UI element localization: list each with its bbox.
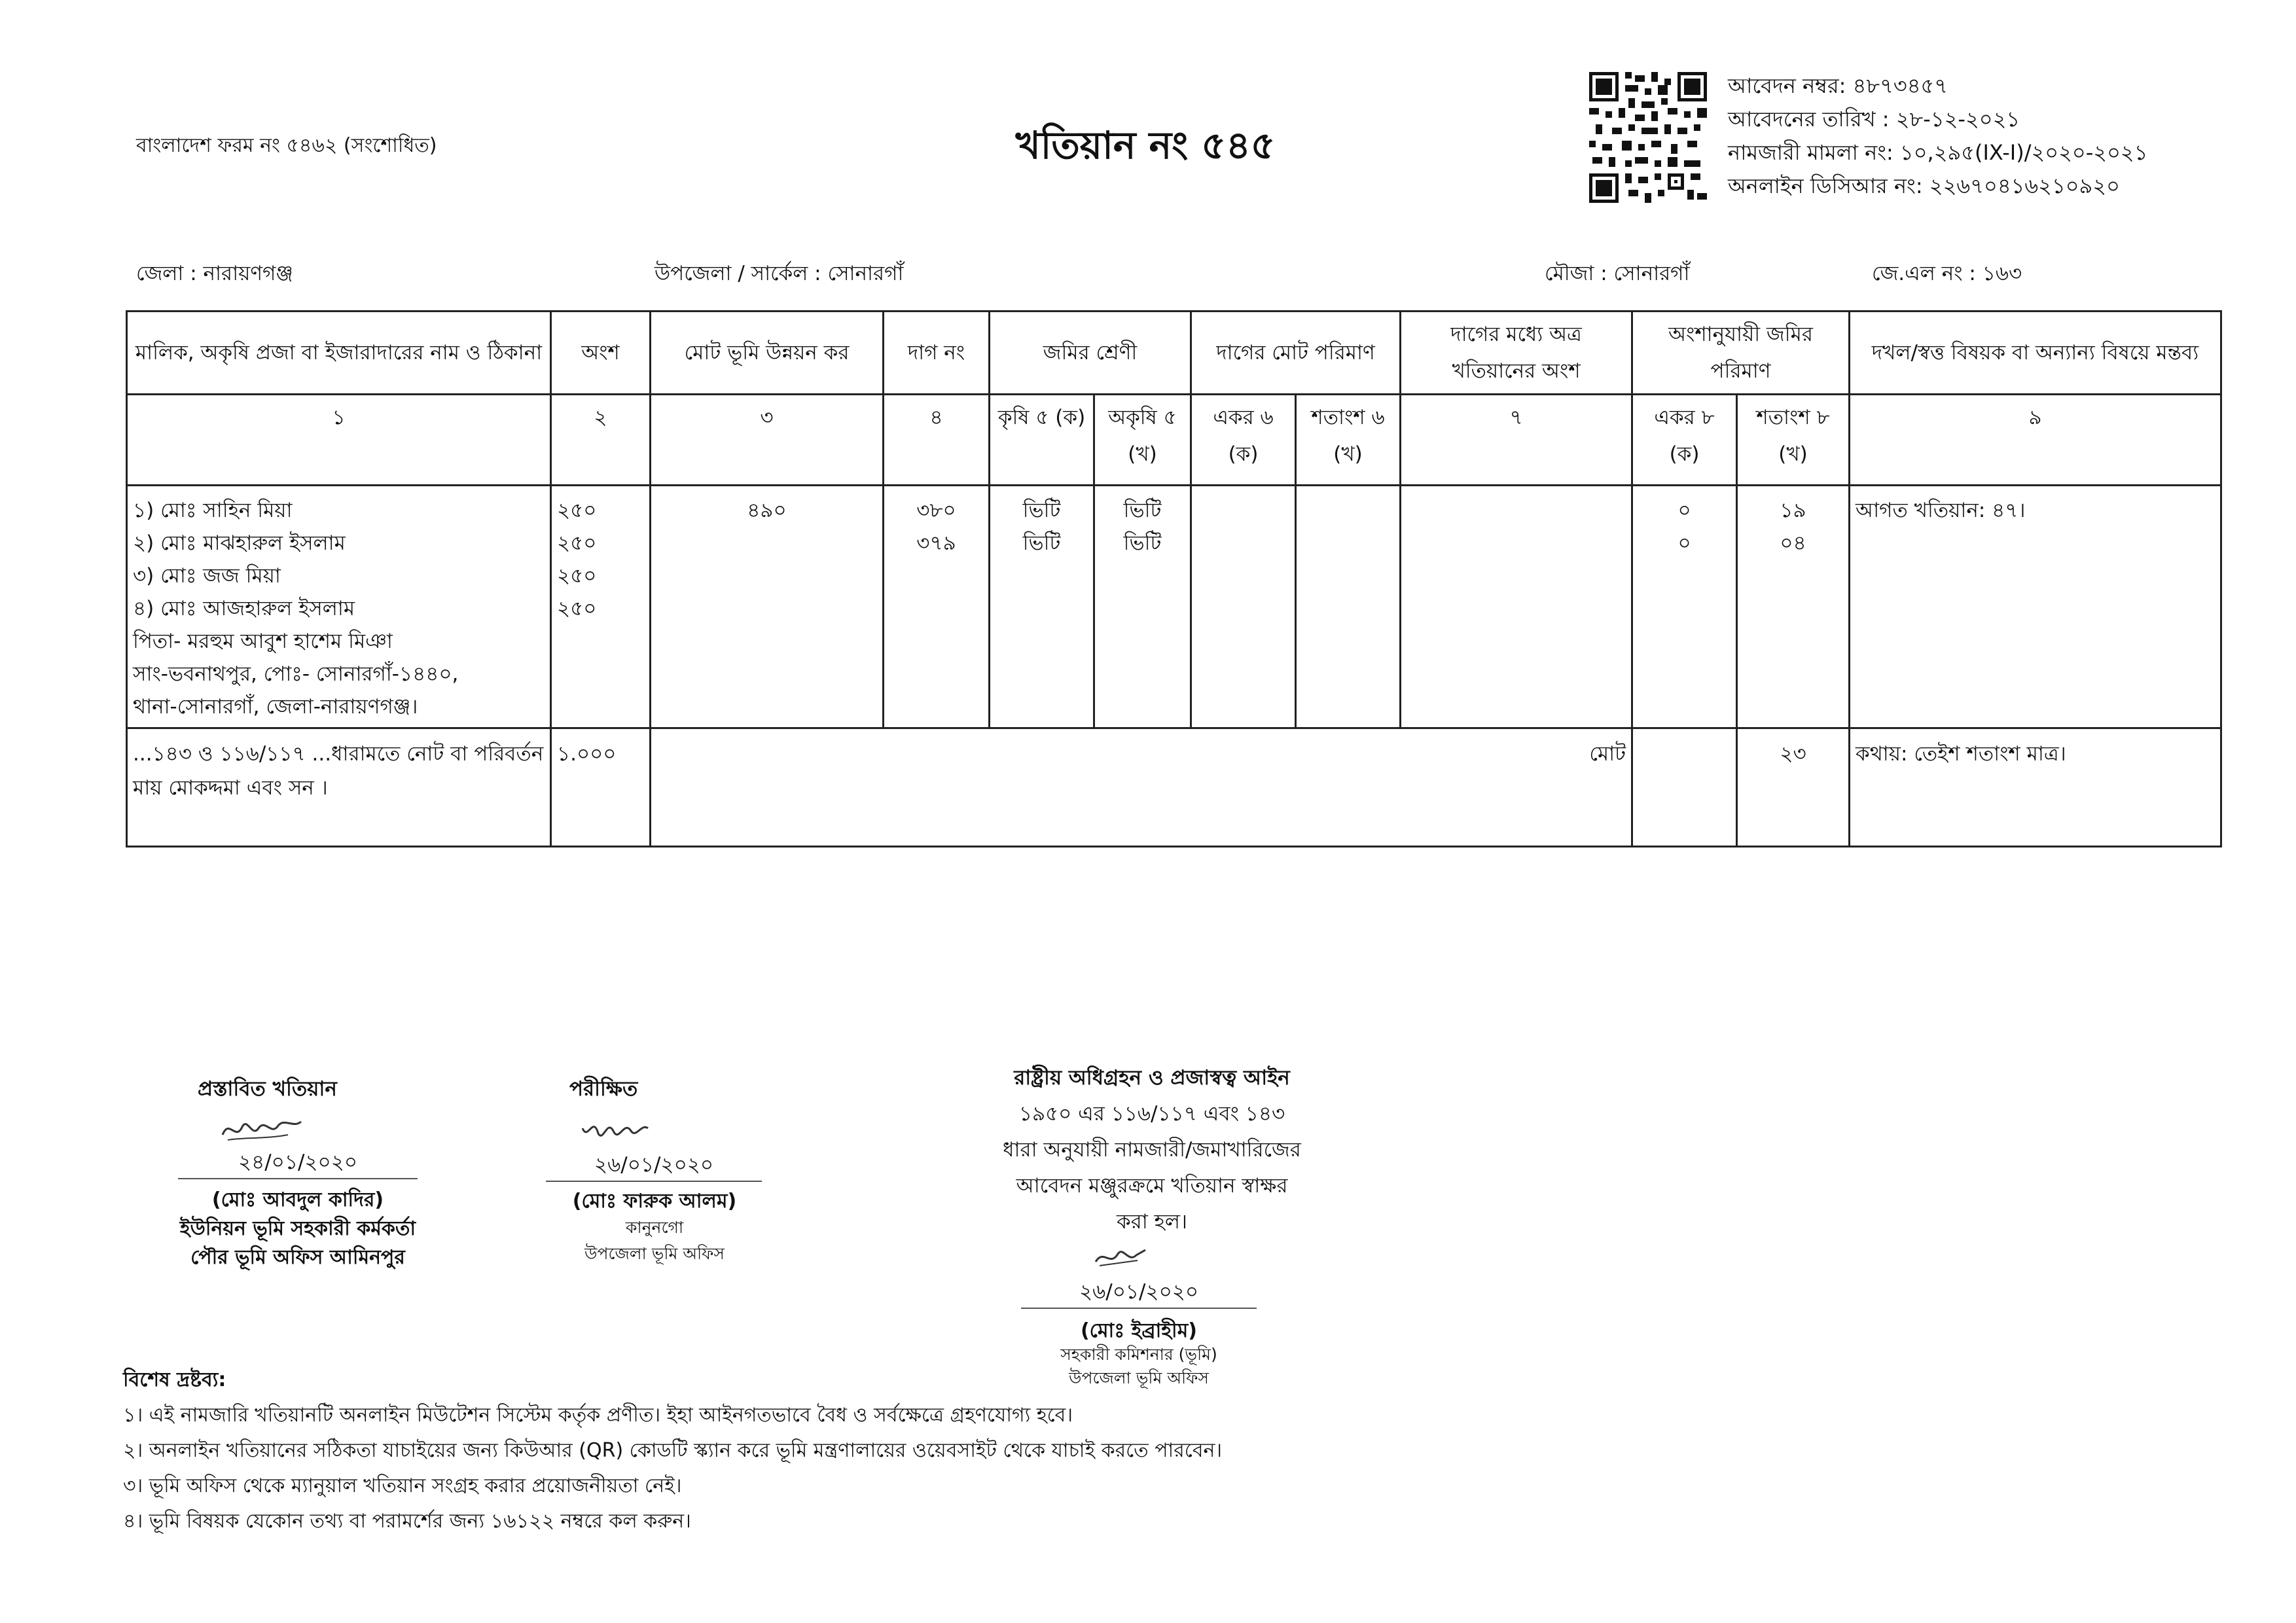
table-total-row <box>127 728 2221 847</box>
proposed-officer <box>145 1186 450 1272</box>
proposed-designation: ইউনিয়ন ভূমি সহকারী কর্মকর্তা <box>179 1217 416 1240</box>
signature-mark-icon <box>576 1109 655 1148</box>
law-text <box>969 1060 1335 1240</box>
owner-cell <box>127 486 551 728</box>
header-dag-portion: দাগের মধ্যে অত্র খতিয়ানের অংশ <box>1401 312 1632 395</box>
approved-designation: সহকারী কমিশনার (ভূমি) <box>1060 1345 1217 1364</box>
total-shotangsho: ২৩ <box>1780 742 1806 766</box>
acre-value: ০ <box>1677 531 1691 555</box>
table-header-row <box>127 312 2221 395</box>
okrishi-value: ভিটি <box>1123 531 1162 555</box>
subheader-5b: অকৃষি ৫ (খ) <box>1094 395 1191 486</box>
shotangsho-value: ১৯ <box>1780 499 1806 522</box>
footer-note: ...১৪৩ ও ১১৬/১১৭ ...ধারামতে নোট বা পরিবর্তন <box>133 742 544 766</box>
remarks-value: আগত খতিয়ান: ৪৭। <box>1856 499 2026 522</box>
subheader-8b: শতাংশ ৮ (খ) <box>1737 395 1850 486</box>
namjari-case-number: নামজারী মামলা নং: ১০,২৯৫(IX-I)/২০২০-২০২১ <box>1728 140 2148 165</box>
district-label: জেলা : নারায়ণগঞ্জ <box>136 262 293 285</box>
table-row <box>127 486 2221 728</box>
dag-portion-cell <box>1401 486 1632 728</box>
shotangsho-6b-cell <box>1296 486 1401 728</box>
tax-cell <box>651 486 884 728</box>
owner-line: ৩) মোঃ জজ মিয়া <box>133 564 281 588</box>
application-number: আবেদন নম্বর: ৪৮৭৩৪৫৭ <box>1728 73 1948 98</box>
special-notes <box>123 1363 1222 1539</box>
acre-8a-cell <box>1632 486 1737 728</box>
subheader-9: ৯ <box>1850 395 2221 486</box>
dag-value: ৩৮০ <box>916 499 956 522</box>
subheader-8a: একর ৮ (ক) <box>1632 395 1737 486</box>
proposed-date: ২৪/০১/২০২০ <box>238 1150 358 1174</box>
header-share-land: অংশানুযায়ী জমির পরিমাণ <box>1632 312 1850 395</box>
subheader-6a: একর ৬ (ক) <box>1191 395 1296 486</box>
khatian-title: খতিয়ান নং ৫৪৫ <box>1015 123 1276 168</box>
table-subheader-row <box>127 395 2221 486</box>
krishi-value: ভিটি <box>1022 499 1061 522</box>
share-value: ২৫০ <box>557 564 597 588</box>
header-share: অংশ <box>551 312 651 395</box>
proposed-office: পৌর ভূমি অফিস আমিনপুর <box>190 1246 405 1269</box>
approved-date: ২৬/০১/২০২০ <box>1079 1280 1199 1304</box>
signature-line <box>1021 1308 1257 1309</box>
law-line: করা হল। <box>1116 1210 1188 1234</box>
owner-line: ২) মোঃ মাঝহারুল ইসলাম <box>133 531 346 555</box>
khatian-table <box>126 310 2222 847</box>
total-shotangsho-cell <box>1737 728 1850 847</box>
proposed-name: (মোঃ আবদুল কাদির) <box>211 1188 384 1211</box>
header-tax: মোট ভূমি উন্নয়ন কর <box>651 312 884 395</box>
subheader-2: ২ <box>551 395 651 486</box>
checked-heading: পরীক্ষিত <box>569 1077 638 1101</box>
acre-6a-cell <box>1191 486 1296 728</box>
online-dcr-number: অনলাইন ডিসিআর নং: ২২৬৭০৪১৬২১০৯২০ <box>1728 173 2120 198</box>
footer-note-2: মায় মোকদ্দমা এবং সন । <box>133 776 328 800</box>
law-line: ১৯৫০ এর ১১৬/১১৭ এবং ১৪৩ <box>1018 1102 1285 1126</box>
application-info <box>1728 69 2147 203</box>
share-value: ২৫০ <box>557 531 597 555</box>
checked-name: (মোঃ ফারুক আলম) <box>572 1190 737 1213</box>
law-line: আবেদন মঞ্জুরক্রমে খতিয়ান স্বাক্ষর <box>1016 1174 1288 1198</box>
owner-line: ৪) মোঃ আজহারুল ইসলাম <box>133 597 355 620</box>
note-item: ১। এই নামজারি খতিয়ানটি অনলাইন মিউটেশন সিস্টেম কর্তৃক প্রণীত। ইহা আইনগতভাবে বৈধ ও সর্বক্ষেত্রে গ্রহণযোগ্য হবে। <box>123 1404 1073 1427</box>
footer-share: ১.০০০ <box>557 742 617 766</box>
note-item: ৩। ভূমি অফিস থেকে ম্যানুয়াল খতিয়ান সংগ্রহ করার প্রয়োজনীয়তা নেই। <box>123 1474 682 1497</box>
checked-office: উপজেলা ভূমি অফিস <box>584 1244 725 1263</box>
header-owner: মালিক, অকৃষি প্রজা বা ইজারাদারের নাম ও ঠিকানা <box>127 312 551 395</box>
law-line: ধারা অনুযায়ী নামজারী/জমাখারিজের <box>1003 1138 1301 1162</box>
checked-officer <box>524 1188 785 1267</box>
okrishi-cell <box>1094 486 1191 728</box>
shotangsho-8b-cell <box>1737 486 1850 728</box>
checked-date: ২৬/০১/২০২০ <box>594 1153 714 1177</box>
signature-mark-icon <box>1090 1241 1149 1271</box>
subheader-1: ১ <box>127 395 551 486</box>
subheader-6b: শতাংশ ৬ (খ) <box>1296 395 1401 486</box>
share-value: ২৫০ <box>557 597 597 620</box>
subheader-4: ৪ <box>884 395 990 486</box>
signature-line <box>546 1181 762 1182</box>
acre-value: ০ <box>1677 499 1691 522</box>
total-acre-cell <box>1632 728 1737 847</box>
footer-share-cell <box>551 728 651 847</box>
signature-mark-icon <box>216 1109 308 1148</box>
owner-line: ১) মোঃ সাহিন মিয়া <box>133 499 293 522</box>
qr-code-icon <box>1589 72 1707 203</box>
total-words-cell <box>1850 728 2221 847</box>
tax-value: ৪৯০ <box>747 499 787 522</box>
header-dag-total: দাগের মোট পরিমাণ <box>1191 312 1401 395</box>
application-date: আবেদনের তারিখ : ২৮-১২-২০২১ <box>1728 107 2020 132</box>
approved-name: (মোঃ ইব্রাহীম) <box>1080 1319 1198 1342</box>
mouza-label: মৌজা : সোনারগাঁ <box>1545 262 1690 285</box>
total-words: কথায়: তেইশ শতাংশ মাত্র। <box>1856 742 2066 766</box>
header-dag: দাগ নং <box>884 312 990 395</box>
subheader-3: ৩ <box>651 395 884 486</box>
okrishi-value: ভিটি <box>1123 499 1162 522</box>
owner-father: পিতা- মরহুম আবুশ হাশেম মিঞা <box>133 630 393 653</box>
krishi-value: ভিটি <box>1022 531 1061 555</box>
share-value: ২৫০ <box>557 499 597 522</box>
header-remarks: দখল/স্বত্ত বিষয়ক বা অন্যান্য বিষয়ে মন্তব্য <box>1850 312 2221 395</box>
signature-line <box>178 1178 418 1179</box>
total-label-cell <box>651 728 1632 847</box>
krishi-cell <box>990 486 1094 728</box>
header-land-class: জমির শ্রেণী <box>990 312 1191 395</box>
form-number: বাংলাদেশ ফরম নং ৫৪৬২ (সংশোধিত) <box>136 134 437 157</box>
shotangsho-value: ০৪ <box>1780 531 1806 555</box>
total-label: মোট <box>1589 742 1626 766</box>
dag-cell <box>884 486 990 728</box>
footer-note-cell <box>127 728 551 847</box>
remarks-cell <box>1850 486 2221 728</box>
subheader-5a: কৃষি ৫ (ক) <box>990 395 1094 486</box>
notes-title: বিশেষ দ্রষ্টব্য: <box>123 1368 226 1391</box>
checked-designation: কানুনগো <box>625 1218 684 1237</box>
owner-address: থানা-সোনারগাঁ, জেলা-নারায়ণগঞ্জ। <box>133 695 418 719</box>
proposed-heading: প্রস্তাবিত খতিয়ান <box>198 1077 337 1101</box>
subheader-7: ৭ <box>1401 395 1632 486</box>
jl-number-label: জে.এল নং : ১৬৩ <box>1872 262 2022 285</box>
note-item: ৪। ভূমি বিষয়ক যেকোন তথ্য বা পরামর্শের জন্য ১৬১২২ নম্বরে কল করুন। <box>123 1510 691 1533</box>
dag-value: ৩৭৯ <box>916 531 956 555</box>
note-item: ২। অনলাইন খতিয়ানের সঠিকতা যাচাইয়ের জন্য কিউআর (QR) কোডটি স্ক্যান করে ভূমি মন্ত্রণালায়ের ওয়েবসাইট থেকে যাচাই করতে পারবেন। <box>123 1439 1223 1462</box>
share-cell <box>551 486 651 728</box>
law-line: রাষ্ট্রীয় অধিগ্রহন ও প্রজাস্বত্ব আইন <box>1014 1066 1290 1090</box>
approved-office: উপজেলা ভূমি অফিস <box>1069 1368 1209 1387</box>
owner-address: সাং-ভবনাথপুর, পোঃ- সোনারগাঁ-১৪৪০, <box>133 662 459 686</box>
upazila-label: উপজেলা / সার্কেল : সোনারগাঁ <box>655 262 904 285</box>
